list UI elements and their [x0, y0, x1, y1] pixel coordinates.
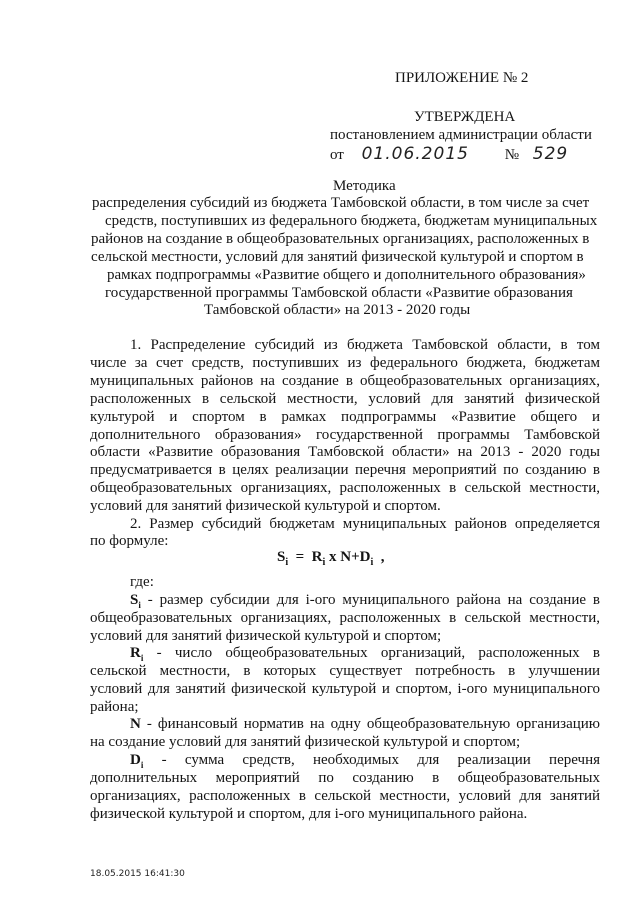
from-label: от	[330, 147, 344, 163]
def-r-line: условий для занятий физической культурой и спортом, i-ого муниципального	[90, 681, 600, 697]
def-s-line: общеобразовательных организациях, расположенных в сельской местности,	[90, 610, 600, 626]
def-r-line: сельской местности, в которых существует потребность в улучшении	[90, 663, 600, 679]
para1-line: дополнительного образования» государственной программы Тамбовской	[90, 427, 600, 443]
def-n-line	[130, 716, 600, 733]
formula: $S_i = R_i$ x $N+D_i$ ,	[277, 549, 385, 568]
doc-subtitle-line: государственной программы Тамбовской области «Развитие образования	[105, 285, 573, 301]
doc-subtitle-line: средств, поступивших из федерального бюджета, бюджетам муниципальных	[105, 213, 598, 229]
doc-subtitle-line: Тамбовской области» на 2013 - 2020 годы	[204, 302, 471, 318]
def-s-text: - размер субсидии для i-ого муниципального района на создание в	[140, 592, 600, 608]
def-r-symbol: $R_i$	[130, 645, 144, 663]
para1-line: культурой и спортом в рамках подпрограммы «Развитие общего и	[90, 409, 600, 425]
decree-number: 529	[532, 144, 569, 164]
print-timestamp: 18.05.2015 16:41:30	[90, 869, 185, 879]
para1-line: общеобразовательных организациях, расположенных в сельской местности,	[90, 480, 600, 496]
def-d-line: дополнительных мероприятий по созданию в общеобразовательных	[90, 770, 600, 786]
decree-date: 01.06.2015	[361, 144, 469, 164]
decree-label: постановлением администрации области	[330, 127, 592, 143]
def-d-line: организациях, расположенных в сельской местности, условий для занятий	[90, 788, 600, 804]
def-s-symbol: $S_i$	[130, 592, 141, 610]
para1-line: условий для занятий физической культурой и спортом.	[90, 498, 441, 514]
doc-title: Методика	[333, 178, 396, 194]
para1-line: расположенных в сельской местности, условий для занятий физической	[90, 391, 600, 407]
where-label: где:	[130, 574, 154, 590]
doc-subtitle-line: рамках подпрограммы «Развитие общего и дополнительного образования»	[107, 267, 586, 283]
def-n-line: на создание условий для занятий физической культурой и спортом;	[90, 734, 521, 750]
para1-line: области «Развитие образования Тамбовской области» на 2013 - 2020 годы	[90, 444, 600, 460]
def-d-text: - сумма средств, необходимых для реализации перечня	[143, 752, 600, 768]
approved-label: УТВЕРЖДЕНА	[414, 109, 516, 125]
decree-date-row	[330, 146, 568, 164]
def-n-symbol: N	[130, 716, 141, 732]
def-r-line: района;	[90, 699, 139, 715]
para1-line: муниципальных районов на создание в общеобразовательных организациях,	[90, 373, 600, 389]
def-d-symbol: $D_i$	[130, 752, 144, 770]
def-n-text: - финансовый норматив на одну общеобразовательную организацию	[140, 716, 600, 732]
para1-line: числе за счет средств, поступивших из федерального бюджета, бюджетам	[90, 355, 600, 371]
appendix-heading: ПРИЛОЖЕНИЕ № 2	[395, 70, 529, 86]
para2-line: по формуле:	[90, 533, 169, 549]
def-s-line: условий для занятий физической культурой и спортом;	[90, 628, 442, 644]
para2-line: 2. Размер субсидий бюджетам муниципальных районов определяется	[130, 516, 600, 532]
doc-subtitle-line: районов на создание в общеобразовательных организациях, расположенных в	[91, 231, 590, 247]
para1-line: предусматривается в целях реализации перечня мероприятий по созданию в	[90, 462, 600, 478]
def-r-text: - число общеобразовательных организаций, расположенных в	[143, 645, 600, 661]
number-label: №	[504, 147, 520, 163]
para1-line: 1. Распределение субсидий из бюджета Тамбовской области, в том	[130, 337, 600, 353]
def-d-line: физической культурой и спортом, для i-ого муниципального района.	[90, 806, 528, 822]
doc-subtitle-line: распределения субсидий из бюджета Тамбовской области, в том числе за счет	[92, 195, 590, 211]
doc-subtitle-line: сельской местности, условий для занятий физической культурой и спортом в	[91, 249, 584, 265]
